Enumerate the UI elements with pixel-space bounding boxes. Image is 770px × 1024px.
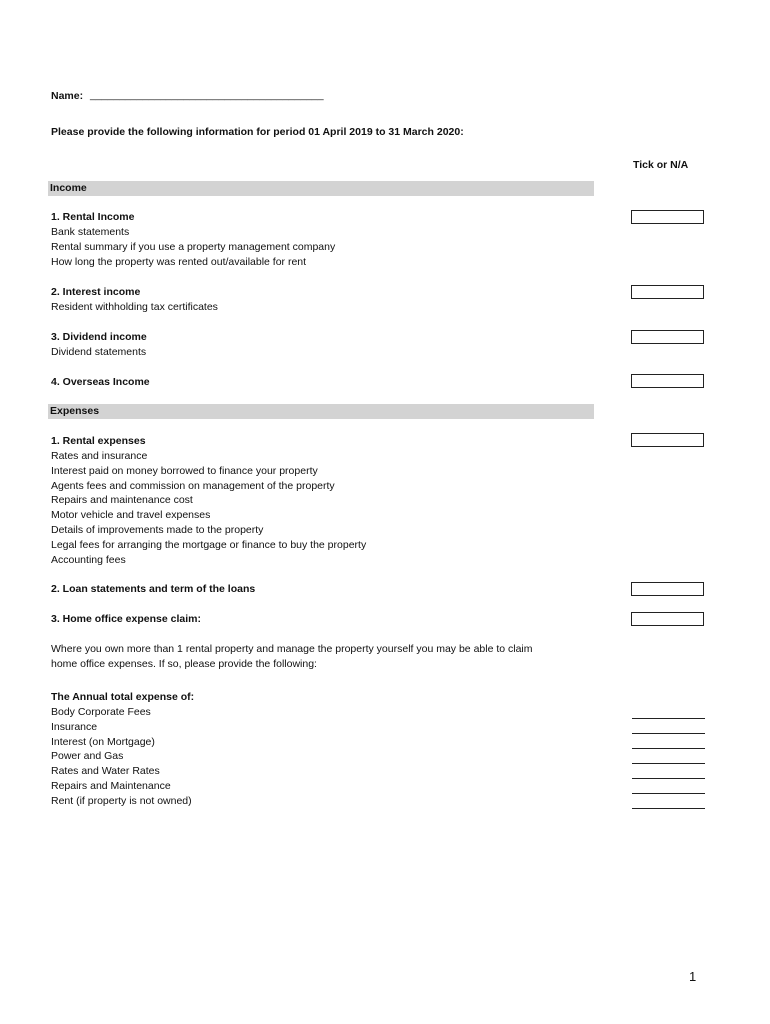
annual-expense-title: The Annual total expense of: xyxy=(51,691,195,703)
amount-line-repairs[interactable] xyxy=(632,793,705,794)
annual-expense-item: Body Corporate Fees xyxy=(51,706,151,718)
amount-line-interest[interactable] xyxy=(632,748,705,749)
name-label: Name: xyxy=(51,90,84,102)
loan-statements-title: 2. Loan statements and term of the loans xyxy=(51,583,256,595)
name-field[interactable]: ________________________________________ xyxy=(90,89,324,101)
tick-column-header: Tick or N/A xyxy=(633,159,689,171)
rental-income-title: 1. Rental Income xyxy=(51,211,135,223)
home-office-paragraph: home office expenses. If so, please provide the following: xyxy=(51,658,317,670)
rental-expenses-line: Rates and insurance xyxy=(51,450,148,462)
rental-expenses-line: Agents fees and commission on management of the property xyxy=(51,480,335,492)
rental-income-line: Rental summary if you use a property management company xyxy=(51,241,336,253)
annual-expense-item: Power and Gas xyxy=(51,750,124,762)
loan-statements-tickbox[interactable] xyxy=(631,582,704,596)
expenses-heading: Expenses xyxy=(50,405,100,417)
rental-income-line: How long the property was rented out/available for rent xyxy=(51,256,307,268)
interest-income-title: 2. Interest income xyxy=(51,286,141,298)
page-number: 1 xyxy=(689,969,697,984)
rental-income-line: Bank statements xyxy=(51,226,130,238)
income-section-band xyxy=(48,181,594,196)
home-office-title: 3. Home office expense claim: xyxy=(51,613,201,625)
annual-expense-item: Repairs and Maintenance xyxy=(51,780,171,792)
interest-income-line: Resident withholding tax certificates xyxy=(51,301,218,313)
overseas-income-title: 4. Overseas Income xyxy=(51,376,150,388)
amount-line-rent[interactable] xyxy=(632,808,705,809)
annual-expense-item: Insurance xyxy=(51,721,98,733)
rental-expenses-line: Motor vehicle and travel expenses xyxy=(51,509,211,521)
instruction-text: Please provide the following information for period 01 April 2019 to 31 March 2020: xyxy=(51,126,464,138)
amount-line-insurance[interactable] xyxy=(632,733,705,734)
dividend-income-line: Dividend statements xyxy=(51,346,147,358)
rental-expenses-tickbox[interactable] xyxy=(631,433,704,447)
annual-expense-item: Rent (if property is not owned) xyxy=(51,795,192,807)
annual-expense-item: Interest (on Mortgage) xyxy=(51,736,155,748)
interest-income-tickbox[interactable] xyxy=(631,285,704,299)
amount-line-body-corporate[interactable] xyxy=(632,718,705,719)
rental-expenses-line: Interest paid on money borrowed to finance your property xyxy=(51,465,318,477)
rental-expenses-line: Legal fees for arranging the mortgage or finance to buy the property xyxy=(51,539,367,551)
rental-income-tickbox[interactable] xyxy=(631,210,704,224)
rental-expenses-line: Repairs and maintenance cost xyxy=(51,494,193,506)
expenses-section-band xyxy=(48,404,594,419)
dividend-income-tickbox[interactable] xyxy=(631,330,704,344)
rental-expenses-line: Details of improvements made to the property xyxy=(51,524,264,536)
home-office-paragraph: Where you own more than 1 rental property and manage the property yourself you may be able to claim xyxy=(51,643,533,655)
income-heading: Income xyxy=(50,182,87,194)
annual-expense-item: Rates and Water Rates xyxy=(51,765,160,777)
rental-expenses-line: Accounting fees xyxy=(51,554,126,566)
overseas-income-tickbox[interactable] xyxy=(631,374,704,388)
amount-line-rates[interactable] xyxy=(632,778,705,779)
home-office-tickbox[interactable] xyxy=(631,612,704,626)
amount-line-power-gas[interactable] xyxy=(632,763,705,764)
rental-expenses-title: 1. Rental expenses xyxy=(51,435,146,447)
dividend-income-title: 3. Dividend income xyxy=(51,331,147,343)
